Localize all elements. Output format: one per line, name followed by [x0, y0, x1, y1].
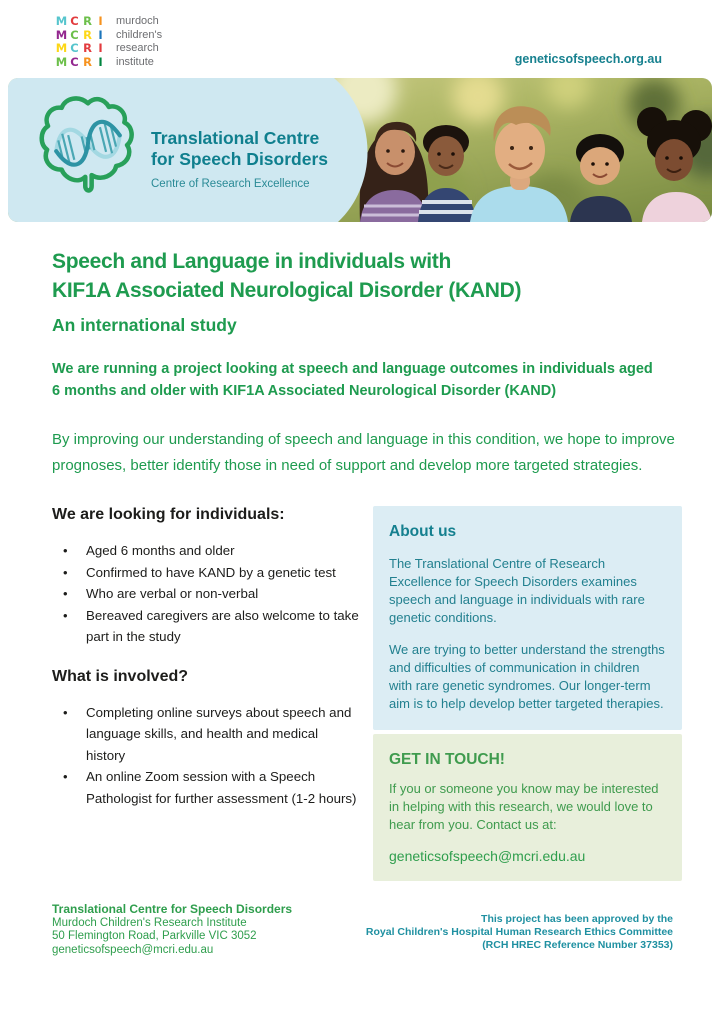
banner-text	[151, 128, 328, 190]
list-item: murdoch	[116, 15, 159, 27]
footer-approval-block	[366, 913, 673, 952]
about-heading: About us	[389, 523, 457, 540]
study-subtitle: An international study	[52, 315, 237, 335]
page-title	[52, 247, 682, 305]
logo-letter: R	[83, 27, 92, 42]
get-in-touch-box	[373, 734, 682, 881]
contact-email-link[interactable]: geneticsofspeech@mcri.edu.au	[389, 848, 586, 864]
logo-letter: I	[98, 41, 103, 55]
footer-approval-line3: (RCH HREC Reference Number 37353)	[482, 939, 673, 951]
mcri-logo	[55, 15, 162, 69]
logo-letter: M	[55, 27, 68, 42]
website-link[interactable]: geneticsofspeech.org.au	[514, 52, 662, 66]
list-item: institute	[116, 55, 154, 68]
footer-approval-line2: Royal Children's Hospital Human Research Ethics Committee	[365, 926, 673, 938]
logo-letter: C	[70, 41, 79, 55]
banner-title-line2: for Speech Disorders	[151, 149, 328, 169]
brain-dna-logo	[38, 91, 138, 201]
logo-letter: R	[83, 54, 92, 69]
banner	[8, 78, 712, 222]
logo-letter: C	[70, 14, 79, 28]
list-item: • Confirmed to have KAND by a genetic test	[52, 562, 360, 584]
footer-address: 50 Flemington Road, Parkville VIC 3052	[52, 930, 257, 942]
footer-email-link[interactable]: geneticsofspeech@mcri.edu.au	[52, 943, 214, 956]
intro-paragraph-bold: We are running a project looking at speech and language outcomes in individuals aged 6 months and older with KIF1A Associated Neurological Disorder (KAND)	[52, 361, 653, 399]
logo-letter: M	[55, 41, 68, 55]
looking-for-heading: We are looking for individuals:	[52, 506, 285, 523]
intro-paragraph: By improving our understanding of speech and language in this condition, we hope to improve prognoses, better identify those in need of support and develop more targeted strategies.	[52, 431, 675, 474]
about-paragraph-1: The Translational Centre of Research Excellence for Speech Disorders examines speech and language in individuals with rare genetic conditions.	[389, 556, 645, 625]
logo-letter: M	[55, 14, 68, 28]
logo-letter: R	[83, 41, 92, 55]
page-footer	[0, 881, 720, 957]
involved-list	[52, 702, 360, 810]
list-item: children's	[116, 28, 163, 41]
logo-letter: C	[70, 54, 79, 69]
logo-letter: I	[98, 27, 103, 42]
logo-letter: I	[98, 14, 103, 28]
looking-for-list	[52, 540, 360, 648]
get-in-touch-paragraph: If you or someone you know may be interested in helping with this research, we would love to hear from you. Contact us at:	[389, 781, 659, 832]
list-item: • Completing online surveys about speech and language skills, and health and medical history	[52, 702, 360, 767]
logo-letter: R	[83, 14, 92, 28]
right-column	[373, 506, 682, 881]
footer-approval-line1: This project has been approved by the	[481, 913, 673, 925]
page-title-line1: Speech and Language in individuals with	[52, 250, 452, 273]
list-item: • Aged 6 months and older	[52, 540, 360, 562]
footer-contact-block	[52, 903, 292, 957]
footer-org-name: Translational Centre for Speech Disorders	[52, 902, 293, 916]
logo-letter: C	[70, 27, 79, 42]
list-item: research	[116, 42, 159, 54]
about-paragraph-2: We are trying to better understand the strengths and difficulties of communication in children with rare genetic syndromes. Our longer-term aim is to help develop better targeted therapies.	[389, 642, 665, 711]
list-item: • Who are verbal or non-verbal	[52, 583, 360, 605]
mcri-logo-wordmark	[116, 15, 162, 69]
footer-institute: Murdoch Children's Research Institute	[52, 916, 247, 929]
logo-letter: M	[55, 54, 68, 69]
get-in-touch-heading: GET IN TOUCH!	[389, 751, 505, 768]
page-header	[0, 0, 720, 78]
banner-subtitle: Centre of Research Excellence	[151, 178, 310, 190]
list-item: • An online Zoom session with a Speech Pathologist for further assessment (1-2 hours)	[52, 766, 360, 809]
logo-letter: I	[98, 54, 103, 69]
two-column-section	[52, 506, 682, 881]
mcri-logo-letters	[55, 15, 107, 69]
involved-heading: What is involved?	[52, 667, 189, 685]
page-title-line2: KIF1A Associated Neurological Disorder (KAND)	[52, 279, 522, 302]
banner-title-line1: Translational Centre	[151, 128, 320, 148]
left-column	[52, 506, 360, 881]
about-box	[373, 506, 682, 730]
list-item: • Bereaved caregivers are also welcome to take part in the study	[52, 605, 360, 648]
main-content	[0, 247, 720, 881]
